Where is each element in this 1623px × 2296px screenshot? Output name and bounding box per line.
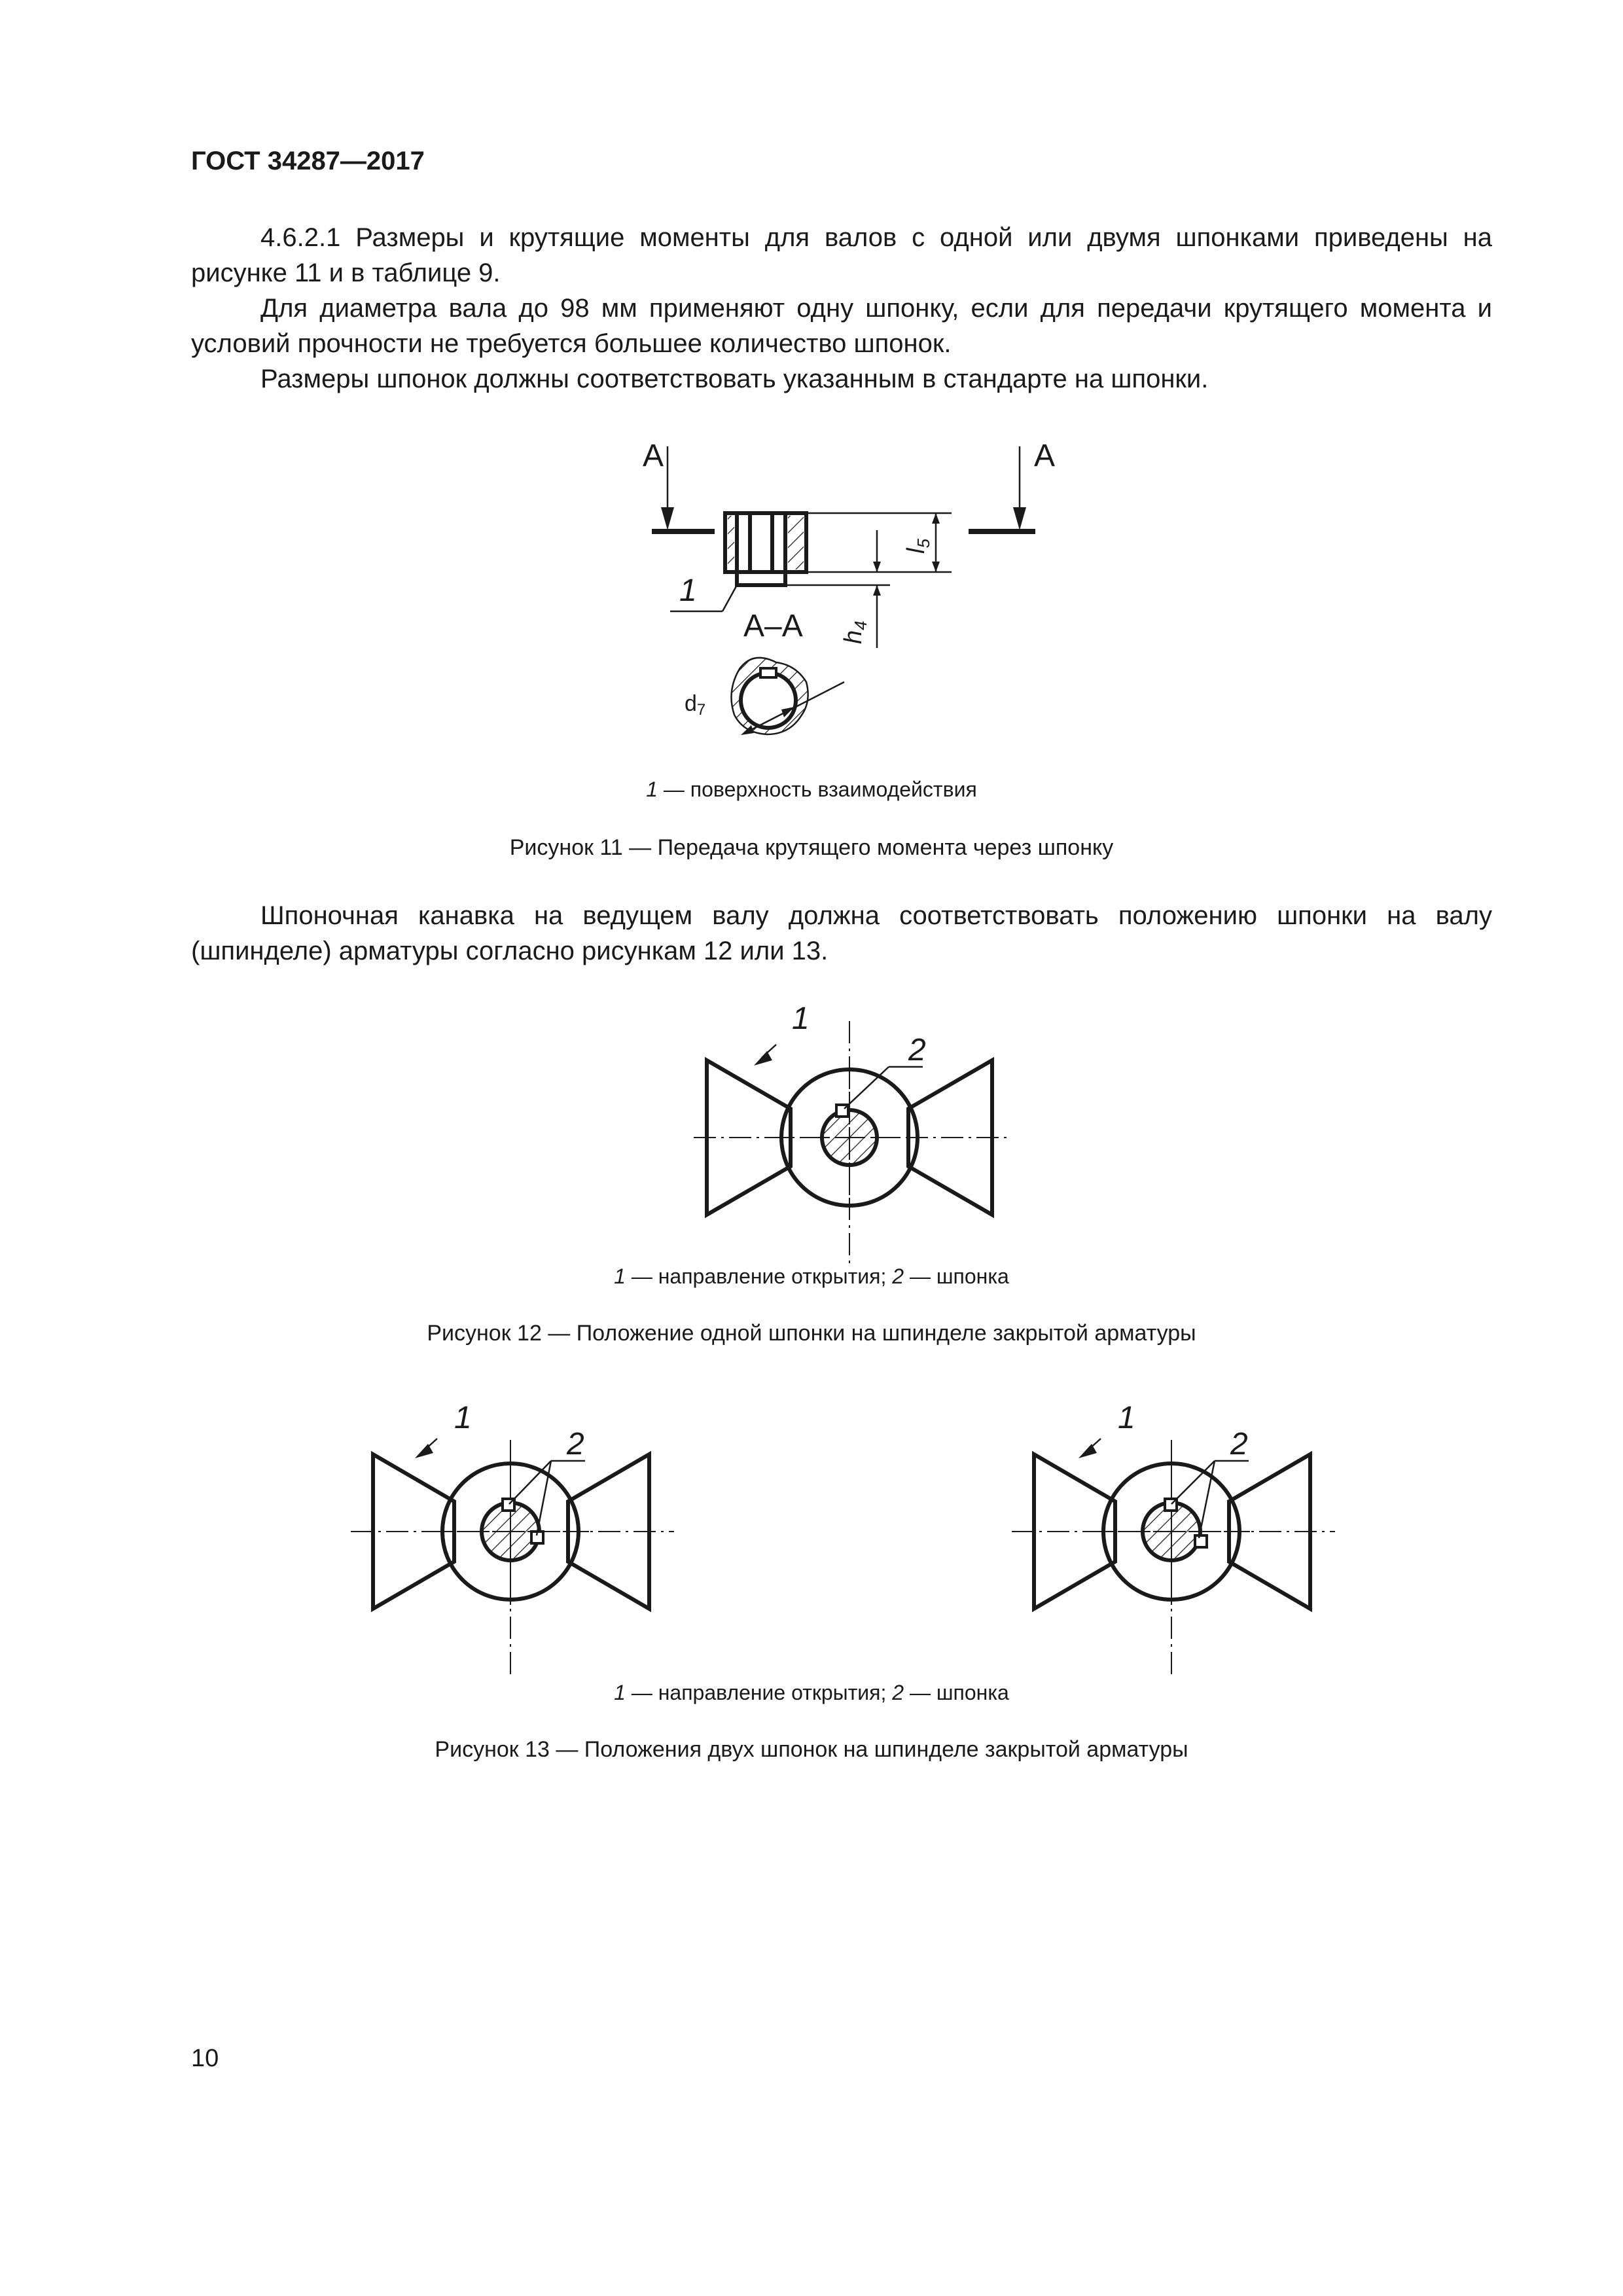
dim-h-sub: 4 [851,620,870,630]
section-label: А–А [743,609,803,643]
figure-12-legend-text1: — направление открытия; [625,1265,893,1288]
figure-12-callout-2: 2 [908,1033,926,1067]
figure-12-legend [0,1265,1623,1289]
figure-13-legend-text1: — направление открытия; [625,1681,893,1704]
dim-d-sub: 7 [696,701,706,719]
figure-12-legend-text2: — шпонка [904,1265,1009,1288]
paragraph-keyway: Шпоночная канавка на ведущем валу должна соответствовать положению шпонки на валу (шпинделе) арматуры согласно рисункам 12 или 13. [191,901,1492,965]
figure-13-left-callout-1: 1 [454,1401,472,1435]
dim-h-letter: h [840,630,867,644]
callout-1-leader [722,585,737,611]
figure-13-right-callout-2: 2 [1230,1427,1248,1462]
dim-d7-label [685,691,705,719]
dim-l5-label [902,539,933,554]
section-mark-right: А [1034,439,1056,473]
dim-l-sub: 5 [914,539,933,548]
figure-12-legend-num1: 1 [614,1265,626,1288]
figure-13-legend-text2: — шпонка [904,1681,1009,1704]
figure-13-caption: Рисунок 13 — Положения двух шпонок на шпинделе закрытой арматуры [435,1737,1188,1762]
page-number: 10 [191,2045,219,2072]
figure-13-legend-num2: 2 [892,1681,904,1704]
figure-11-caption: Рисунок 11 — Передача крутящего момента через шпонку [509,835,1114,860]
figure-13-left-drawing [347,1401,687,1689]
figure-13-legend [0,1681,1623,1705]
callout-1: 1 [679,573,697,608]
shaft-key-part [725,513,806,585]
section-mark-left: А [643,439,664,473]
section-arrow-right [969,446,1035,531]
figure-13-legend-num1: 1 [614,1681,626,1704]
figure-11-legend-num: 1 [646,778,658,801]
figure-12-caption: Рисунок 12 — Положение одной шпонки на шпинделе закрытой арматуры [427,1321,1196,1346]
figure-11-drawing [628,425,1099,753]
figure-13-right-callout-1: 1 [1118,1401,1135,1435]
dim-h4-label [840,620,870,644]
dim-d-letter: d [685,691,697,716]
figure-12-legend-num2: 2 [892,1265,904,1288]
section-view [732,658,845,735]
figure-11-legend-text: — поверхность взаимодействия [658,778,977,801]
figure-13-left-callout-2: 2 [567,1427,584,1462]
figure-11-legend [0,778,1623,802]
document-header: ГОСТ 34287—2017 [191,147,425,175]
paragraph-shaft-diameter: Для диаметра вала до 98 мм применяют одну шпонку, если для передачи крутящего момента и условий прочности не требуется большее количество шпонок. [191,294,1492,358]
paragraph-key-dimensions: Размеры шпонок должны соответствовать указанным в стандарте на шпонки. [260,365,1209,393]
figure-12-drawing [681,995,1021,1270]
figure-13-right-drawing [1008,1401,1348,1689]
dim-l-letter: l [902,548,930,554]
paragraph-4-6-2-1: 4.6.2.1 Размеры и крутящие моменты для валов с одной или двумя шпонками приведены на рисунке 11 и в таблице 9. [191,223,1492,287]
figure-12-callout-1: 1 [792,1001,810,1036]
